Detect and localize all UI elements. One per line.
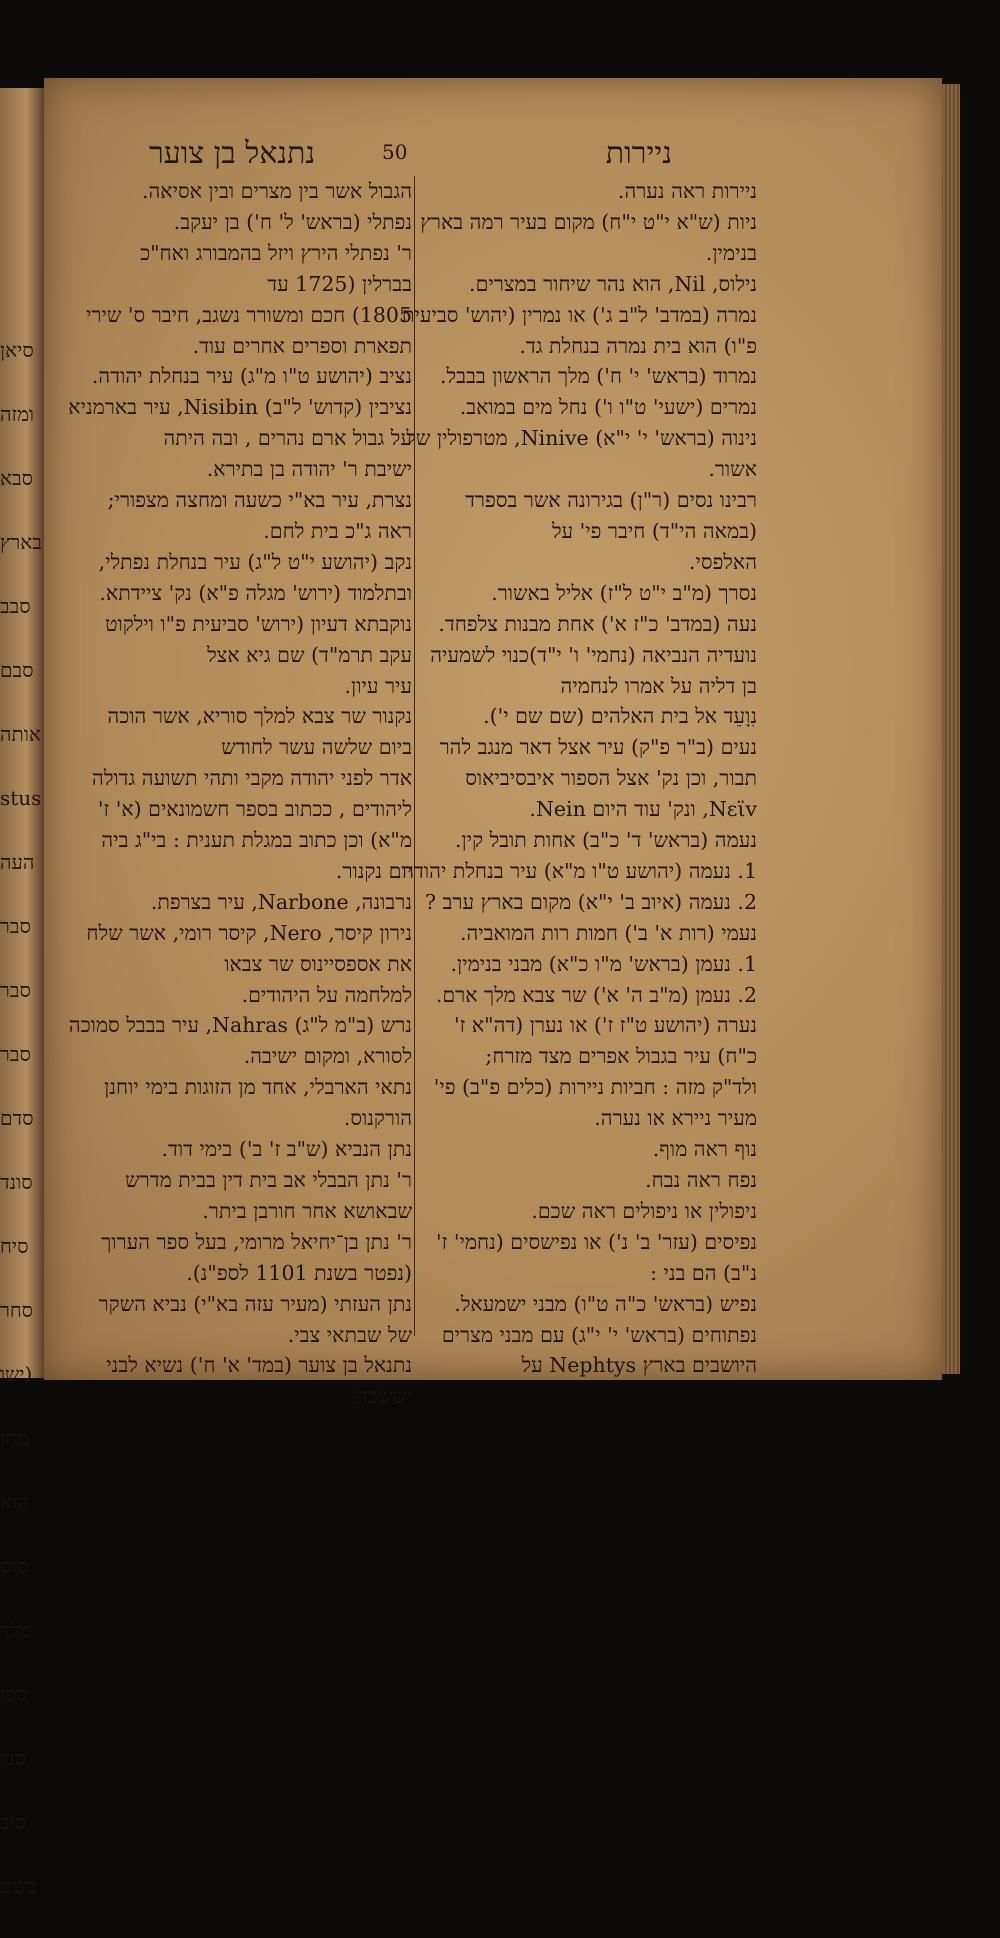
entry-line: ניירות ראה נערה.: [617, 179, 757, 203]
entry-line: ראה ג"כ בית לחם.: [263, 518, 412, 543]
entry-line: 1805) חכם ומשורר נשגב, חיבר ס' שירי: [86, 302, 412, 327]
entry-line: נתן הנביא (ש"ב ז' ב') בימי דוד.: [161, 1137, 412, 1162]
entry-line: אדר לפני יהודה מקבי ותהי תשועה גדולה: [92, 766, 412, 791]
entry-line: יששכר.: [350, 1384, 412, 1409]
spine-word: סוס: [0, 1554, 28, 1578]
entry-line: על גבול ארם נהרים , ובה היתה: [163, 426, 412, 451]
spine-word: סבר: [0, 914, 31, 938]
entry-line: לסורא, ומקום ישיבה.: [243, 1044, 412, 1069]
entry-line: נילוס, Nil, הוא נהר שיחור במצרים.: [469, 271, 757, 296]
entry-line: תבור, וכן נק' אצל הספור איבסיביאוס: [465, 766, 757, 791]
entry-line: נציב (יהושע ט"ו מ"ג) עיר בנחלת יהודה.: [91, 364, 412, 389]
entry-line: נפיסים (עזר' ב' נ') או נפישסים (נחמי' ז': [435, 1229, 757, 1254]
entry-line: ר' נתן בן־יחיאל מרומי, בעל ספר הערוך: [101, 1229, 412, 1254]
entry-line: נציבין (קדוש' ל"ב) Nisibin, עיר בארמניא: [68, 395, 412, 420]
spine-word: סבם: [0, 658, 34, 682]
spine-word: העה: [0, 850, 35, 874]
entry-line: שבאושא אחר חורבן ביתר.: [202, 1198, 412, 1223]
entry-line: נרבונה, Narbone, עיר בצרפת.: [150, 889, 412, 914]
entry-line: נפח ראה נבח.: [645, 1168, 757, 1192]
entry-line: הורקנוס.: [343, 1106, 412, 1131]
spine-word: סבי: [0, 1746, 27, 1770]
entry-line: נעה (במדב' כ"ז א') אחת מבנות צלפחד.: [438, 611, 757, 636]
entry-line: 1. נעמן (בראש' מ"ו כ"א) מבני בנימין.: [450, 951, 757, 976]
entry-line: (נפטר בשנת 1101 לספ"נ).: [186, 1260, 412, 1285]
entry-line: נוקבתא דעיון (ירוש' סביעית פ"ו וילקוט: [105, 611, 412, 636]
spine-word: סיח: [0, 1234, 29, 1258]
entry-line: Nεϊv, ונק' עוד היום Nein.: [529, 797, 757, 822]
entry-line: פ"ו) הוא בית נמרה בנחלת גד.: [519, 333, 757, 358]
entry-line: למלחמה על היהודים.: [241, 982, 412, 1007]
entry-line: ר' נתן הבבלי אב בית דין בבית מדרש: [125, 1168, 412, 1192]
entry-line: ליהודים , ככתוב בספר חשמונאים (א' ז': [97, 797, 412, 822]
column-divider: [414, 176, 415, 1336]
entry-line: נרש (ב"מ ל"ג) Nahras, עיר בבבל סמוכה: [68, 1013, 412, 1038]
entry-line: ולד"ק מזה : חביות ניירות (כלים פ"ב) פי': [433, 1075, 757, 1100]
running-head-left: נתנאל בן צוער: [149, 136, 316, 171]
page-number: 50: [382, 140, 408, 164]
entry-line: נסרך (מ"ב י"ט ל"ז) אליל באשור.: [491, 580, 757, 605]
entry-line: נקב (יהושע י"ט ל"ג) עיר בנחלת נפתלי,: [98, 549, 412, 574]
book-page-edges: [942, 84, 960, 1374]
running-head-right: ניירות: [605, 136, 672, 171]
entry-line: 2. נעמן (מ"ב ה' א') שר צבא מלך ארם.: [435, 982, 757, 1007]
entry-line: נועדיה הנביאה (נחמי' ו' י"ד)כנוי לשמעיה: [430, 642, 757, 667]
entry-line: נתנאל בן צוער (במד' א' ח') נשיא לבני: [106, 1353, 412, 1378]
entry-line: נִוָעֵד אל בית האלהים (שם שם י').: [483, 704, 757, 729]
entry-line: נצרת, עיר בא"י כשעה ומחצה מצפורי;: [107, 488, 412, 513]
entry-line: בברלין (1725 עד: [267, 271, 412, 296]
entry-line: יום נקנור.: [335, 858, 412, 883]
left-column: [68, 176, 412, 1412]
entry-line: עקב תרמ"ד) שם גיא אצל: [207, 642, 412, 667]
entry-line: נינוה (בראש' י' י"א) Ninive, מטרפולין של: [406, 426, 757, 451]
adjacent-page-text: [0, 338, 44, 1938]
entry-line: נירון קיסר, Nero, קיסר רומי, אשר שלח: [86, 920, 412, 945]
entry-line: נ"ב) הם בני :: [650, 1260, 757, 1285]
entry-line: של שבתאי צבי.: [287, 1322, 412, 1347]
entry-line: נוף ראה מוף.: [652, 1137, 757, 1162]
entry-line: נקנור שר צבא למלך סוריא, אשר הוכה: [107, 704, 412, 729]
entry-line: ניפולין או ניפולים ראה שכם.: [531, 1198, 757, 1223]
entry-line: 1. נעמה (יהושע ט"ו מ"א) עיר בנחלת יהודה.: [395, 858, 757, 883]
entry-line: מ"א) וכן כתוב במגלת תענית : בי"ג ביה: [101, 828, 412, 853]
spine-word: סבר: [0, 1042, 31, 1066]
entry-line: הגבול אשר בין מצרים ובין אסיאה.: [141, 179, 412, 203]
entry-line: נפיש (בראש' כ"ה ט"ו) מבני ישמעאל.: [454, 1291, 757, 1316]
running-header: [44, 136, 942, 176]
entry-line: נתאי הארבלי, אחד מן הזוגות בימי יוחנן: [104, 1075, 412, 1100]
entry-line: נעמי (רות א' ב') חמות רות המואביה.: [459, 920, 757, 945]
entry-line: תפארת וספרים אחרים עוד.: [192, 333, 412, 358]
entry-line: רבינו נסים (ר"ן) בגירונה אשר בספרד: [465, 488, 757, 513]
entry-line: כ"ח) עיר בגבול אפרים מצד מזרח;: [485, 1044, 757, 1069]
entry-line: אשור.: [708, 457, 757, 482]
book-page: [44, 78, 942, 1409]
spine-word: סיאן: [0, 338, 34, 362]
entry-line: ובתלמוד (ירוש' מגלה פ"א) נק' ציידתא.: [99, 580, 412, 605]
entry-line: נפתלי (בראש' ל' ח') בן יעקב.: [173, 209, 412, 234]
entry-line: בנימין.: [705, 240, 757, 265]
entry-line: היושבים בארץ Nephtys על: [521, 1353, 757, 1378]
spine-word: מלך: [0, 1618, 32, 1642]
entry-line: (במאה הי"ד) חיבר פי' על: [551, 518, 757, 543]
entry-line: נמרים (ישעי' ט"ו ו') נחל מים במואב.: [459, 395, 757, 420]
entry-line: נערה (יהושע ט"ז ז') או נערן (דה"א ז': [454, 1013, 757, 1038]
spine-word: אותה: [0, 722, 41, 746]
entry-line: את אספסיינוס שר צבאו: [224, 951, 412, 976]
spine-word: מחו: [0, 1426, 29, 1450]
entry-line: נעמה (בראש' ד' כ"ב) אחות תובל קין.: [454, 828, 757, 853]
spine-word: סיב: [0, 1810, 27, 1834]
entry-line: ביום שלשה עשר לחודש: [221, 735, 412, 760]
spine-word: בשם: [0, 1874, 37, 1898]
spine-word: סבר: [0, 978, 31, 1002]
spine-word: סבא: [0, 466, 34, 490]
entry-line: ניות (ש"א י"ט י"ח) מקום בעיר רמה בארץ: [420, 209, 757, 234]
entry-line: מעיר ניירא או נערה.: [594, 1106, 757, 1131]
entry-line: נמרוד (בראש' י' ח') מלך הראשון בבבל.: [440, 364, 757, 389]
spine-word: (ישו: [0, 1362, 33, 1386]
spine-word: בארץ: [0, 530, 42, 554]
entry-line: עיר עיון.: [344, 673, 412, 698]
spine-word: הוא: [0, 1490, 29, 1514]
spine-word: ספי: [0, 1682, 28, 1706]
entry-line: האלפסי.: [689, 549, 757, 574]
entry-line: ר' נפתלי הירץ ויזל בהמבורג ואח"כ: [140, 240, 412, 265]
spine-word: סונד: [0, 1170, 33, 1194]
adjacent-page-edge: [0, 88, 46, 1898]
spine-word: סדם: [0, 1106, 34, 1130]
entry-line: נעים (ב"ר פ"ק) עיר אצל דאר מנגב להר: [439, 735, 757, 760]
entry-line: 2. נעמה (איוב ב' י"א) מקום בארץ ערב ?: [425, 889, 757, 914]
spine-word: ומזה: [0, 402, 35, 426]
right-column: [395, 176, 757, 1381]
spine-word: stus: [0, 786, 42, 810]
entry-line: נמרה (במדב' ל"ב ג') או נמרין (יהוש' סביעית: [402, 302, 757, 327]
entry-line: בן דליה על אמרו לנחמיה: [560, 673, 757, 698]
spine-word: סחר: [0, 1298, 34, 1322]
spine-word: סבב: [0, 594, 31, 618]
entry-line: נפתוחים (בראש' י' י"ג) עם מבני מצרים: [441, 1322, 757, 1347]
entry-line: נתן העזתי (מעיר עזה בא"י) נביא השקר: [98, 1291, 412, 1316]
entry-line: ישיבת ר' יהודה בן בתירא.: [206, 457, 412, 482]
